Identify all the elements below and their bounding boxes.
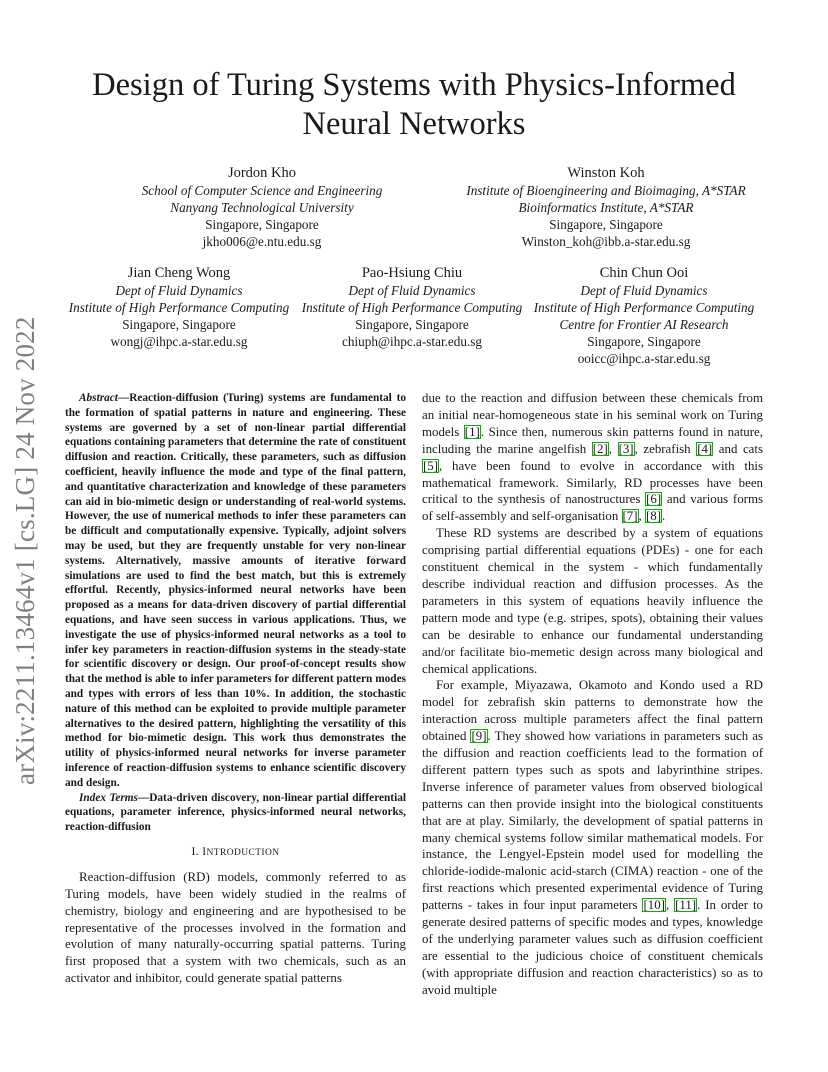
author-name: Pao-Hsiung Chiu bbox=[361, 265, 463, 281]
citation-link[interactable]: [10] bbox=[643, 898, 665, 913]
author-email: wongj@ihpc.a-star.edu.sg bbox=[110, 334, 248, 349]
text-run: . bbox=[662, 509, 666, 524]
text-run: , bbox=[638, 509, 645, 524]
index-terms-text: —Data-driven discovery, non-linear partial differential equations, parameter inference, physics-informed neural networks, reaction-diffusion bbox=[65, 791, 406, 834]
citation-link[interactable]: [1] bbox=[464, 424, 480, 439]
abstract bbox=[65, 391, 406, 791]
index-terms bbox=[65, 791, 406, 835]
author-name: Jian Cheng Wong bbox=[127, 265, 231, 281]
citation-link[interactable]: [3] bbox=[618, 441, 634, 456]
author-block-3 bbox=[64, 264, 294, 350]
intro-paragraph: Reaction-diffusion (RD) models, commonly referred to as Turing models, have been widely studied in the realms of chemistry, biology and engineering and are hypothesised to be representative of the processes involved in the formation and evolution of many naturally-occurring spatial patterns. Turing first proposed that a system with two chemicals, such as an activator and inhibitor, could generate spatial patterns bbox=[65, 869, 406, 986]
index-terms-label: Index Terms bbox=[79, 791, 138, 804]
author-affiliation: Dept of Fluid Dynamics bbox=[115, 283, 243, 298]
text-run: due to the reaction and diffusion between these chemicals from an initial near-homogeneous state in his seminal work on Turing models bbox=[422, 391, 763, 439]
citation-link[interactable]: [4] bbox=[697, 441, 713, 456]
citation-link[interactable]: [2] bbox=[592, 441, 608, 456]
citation-link[interactable]: [9] bbox=[471, 729, 487, 744]
author-block-1 bbox=[97, 164, 427, 250]
abstract-text: —Reaction-diffusion (Turing) systems are fundamental to the formation of spatial patterns in nature and engineering. These systems are governed by a set of non-linear partial differential equations containing parameters that determine the rate of constituent diffusion and reaction. Critically, these parameters, such as diffusion coefficient, heavily influence the mode and type of the final pattern, and quantitative characterization and knowledge of these parameters can aid in bio-mimetic design or understanding of real-world systems. However, the use of numerical methods to infer these parameters can be difficult and computationally expensive. Typically, adjoint solvers may be used, but they are frequently unstable for very non-linear systems. Alternatively, massive amounts of iterative forward simulations are used to find the best match, but this is extremely effortful. Recently, physics-informed neural networks have been proposed as a means for data-driven discovery of partial differential equations, and have seen success in various applications. Thus, we investigate the use of physics-informed neural networks as a tool to infer key parameters in reaction-diffusion systems in the steady-state for scientific discovery or design. Our proof-of-concept results show that the method is able to infer parameters for different pattern modes and types with errors of less than 10%. In addition, the stochastic nature of this method can be exploited to provide multiple parameter alternatives to the desired pattern, highlighting the versatility of this method for bio-mimetic design. This work thus demonstrates the utility of physics-informed neural networks for inverse parameter inference of reaction-diffusion systems to enhance scientific discovery and design. bbox=[65, 392, 406, 789]
left-column bbox=[65, 391, 406, 987]
author-block-4 bbox=[297, 264, 527, 350]
author-affiliation: Centre for Frontier AI Research bbox=[559, 317, 729, 332]
text-run: . In order to generate desired patterns of specific modes and types, knowledge of the underlying parameter values such as diffusion coefficient are essential to the judicious choice of constituent chemicals (with appropriate diffusion and reaction characteristics) so as to avoid multiple bbox=[422, 898, 763, 997]
author-affiliation: Dept of Fluid Dynamics bbox=[348, 283, 476, 298]
author-affiliation: Dept of Fluid Dynamics bbox=[580, 283, 708, 298]
text-run: For example, Miyazawa, Okamoto and Kondo used a RD model for zebrafish skin patterns to demonstrate how the interaction across multiple parameters affect the final pattern obtained bbox=[422, 678, 763, 744]
arxiv-identifier: arXiv:2211.13464v1 [cs.LG] 24 Nov 2022 bbox=[10, 316, 40, 785]
citation-link[interactable]: [11] bbox=[675, 898, 697, 913]
citation-link[interactable]: [6] bbox=[646, 492, 662, 507]
author-affiliation: Institute of High Performance Computing bbox=[301, 300, 523, 315]
abstract-label: Abstract bbox=[79, 392, 118, 404]
author-affiliation: Institute of Bioengineering and Bioimaging, A*STAR bbox=[466, 183, 746, 198]
author-name: Jordon Kho bbox=[227, 165, 297, 181]
text-run: , bbox=[608, 441, 618, 456]
right-column bbox=[422, 390, 763, 999]
author-block-5 bbox=[529, 264, 759, 367]
citation-link[interactable]: [8] bbox=[646, 509, 662, 524]
author-location: Singapore, Singapore bbox=[122, 317, 236, 332]
text-run: and various forms of self-assembly and self-organisation bbox=[422, 492, 764, 524]
intro-paragraph-continued bbox=[422, 390, 763, 525]
section-heading: I. INTRODUCTION bbox=[191, 845, 280, 858]
author-affiliation: Nanyang Technological University bbox=[170, 200, 354, 215]
author-name: Winston Koh bbox=[567, 165, 645, 181]
text-run: . They showed how variations in parameters such as the diffusion and reaction coefficients lead to the formation of different pattern types such as spots and labyrinthine stripes. Inverse inference of parameter values from observed biological patterns can then provide insight into the biological constituents that are at play. Similarly, the development of spatial patterns in many chemical systems follow similar mathematical models. For instance, the Lengyel-Epstein model used for modelling the chloride-iodide-malonic acid-starch (CIMA) reaction - one of the first reactions which presented experimental evidence of Turing patterns - takes in four input parameters bbox=[422, 729, 763, 913]
author-affiliation: Institute of High Performance Computing bbox=[68, 300, 290, 315]
text-run: . Since then, numerous skin patterns found in nature, including the marine angelfish bbox=[422, 424, 763, 456]
text-run: , zebrafish bbox=[634, 441, 697, 456]
author-affiliation: School of Computer Science and Engineering bbox=[141, 183, 383, 198]
author-location: Singapore, Singapore bbox=[549, 217, 663, 232]
author-email: chiuph@ihpc.a-star.edu.sg bbox=[342, 334, 482, 349]
text-run: , bbox=[665, 898, 675, 913]
author-affiliation: Institute of High Performance Computing bbox=[533, 300, 755, 315]
citation-link[interactable]: [7] bbox=[622, 509, 638, 524]
text-run: , have been found to evolve in accordance with this mathematical framework. Similarly, RD processes have been critical to the synthesis of nanostructures bbox=[422, 458, 763, 507]
author-email: Winston_koh@ibb.a-star.edu.sg bbox=[521, 234, 691, 249]
author-name: Chin Chun Ooi bbox=[599, 265, 689, 281]
author-email: ooicc@ihpc.a-star.edu.sg bbox=[577, 351, 711, 366]
paper-title: Design of Turing Systems with Physics-Informed Neural Networks bbox=[92, 67, 736, 142]
author-location: Singapore, Singapore bbox=[205, 217, 319, 232]
author-location: Singapore, Singapore bbox=[587, 334, 701, 349]
citation-link[interactable]: [5] bbox=[423, 458, 439, 473]
author-location: Singapore, Singapore bbox=[355, 317, 469, 332]
paragraph-rd-systems: These RD systems are described by a system of equations comprising partial differential equations (PDEs) - one for each constituent chemical in the system - which fundamentally describe individual reaction and diffusion processes. As the parameters in this system of equations heavily influence the pattern mode and type (e.g. stripes, spots), obtaining their values can be desirable to enhance our fundamental understanding and/or facilitate bio-memetic design across many biological and chemical applications. bbox=[422, 526, 763, 676]
paragraph-example bbox=[422, 677, 763, 998]
author-affiliation: Bioinformatics Institute, A*STAR bbox=[518, 200, 694, 215]
text-run: and cats bbox=[713, 441, 763, 456]
author-email: jkho006@e.ntu.edu.sg bbox=[202, 234, 322, 249]
author-block-2 bbox=[436, 164, 776, 250]
arxiv-sidebar bbox=[10, 285, 50, 785]
